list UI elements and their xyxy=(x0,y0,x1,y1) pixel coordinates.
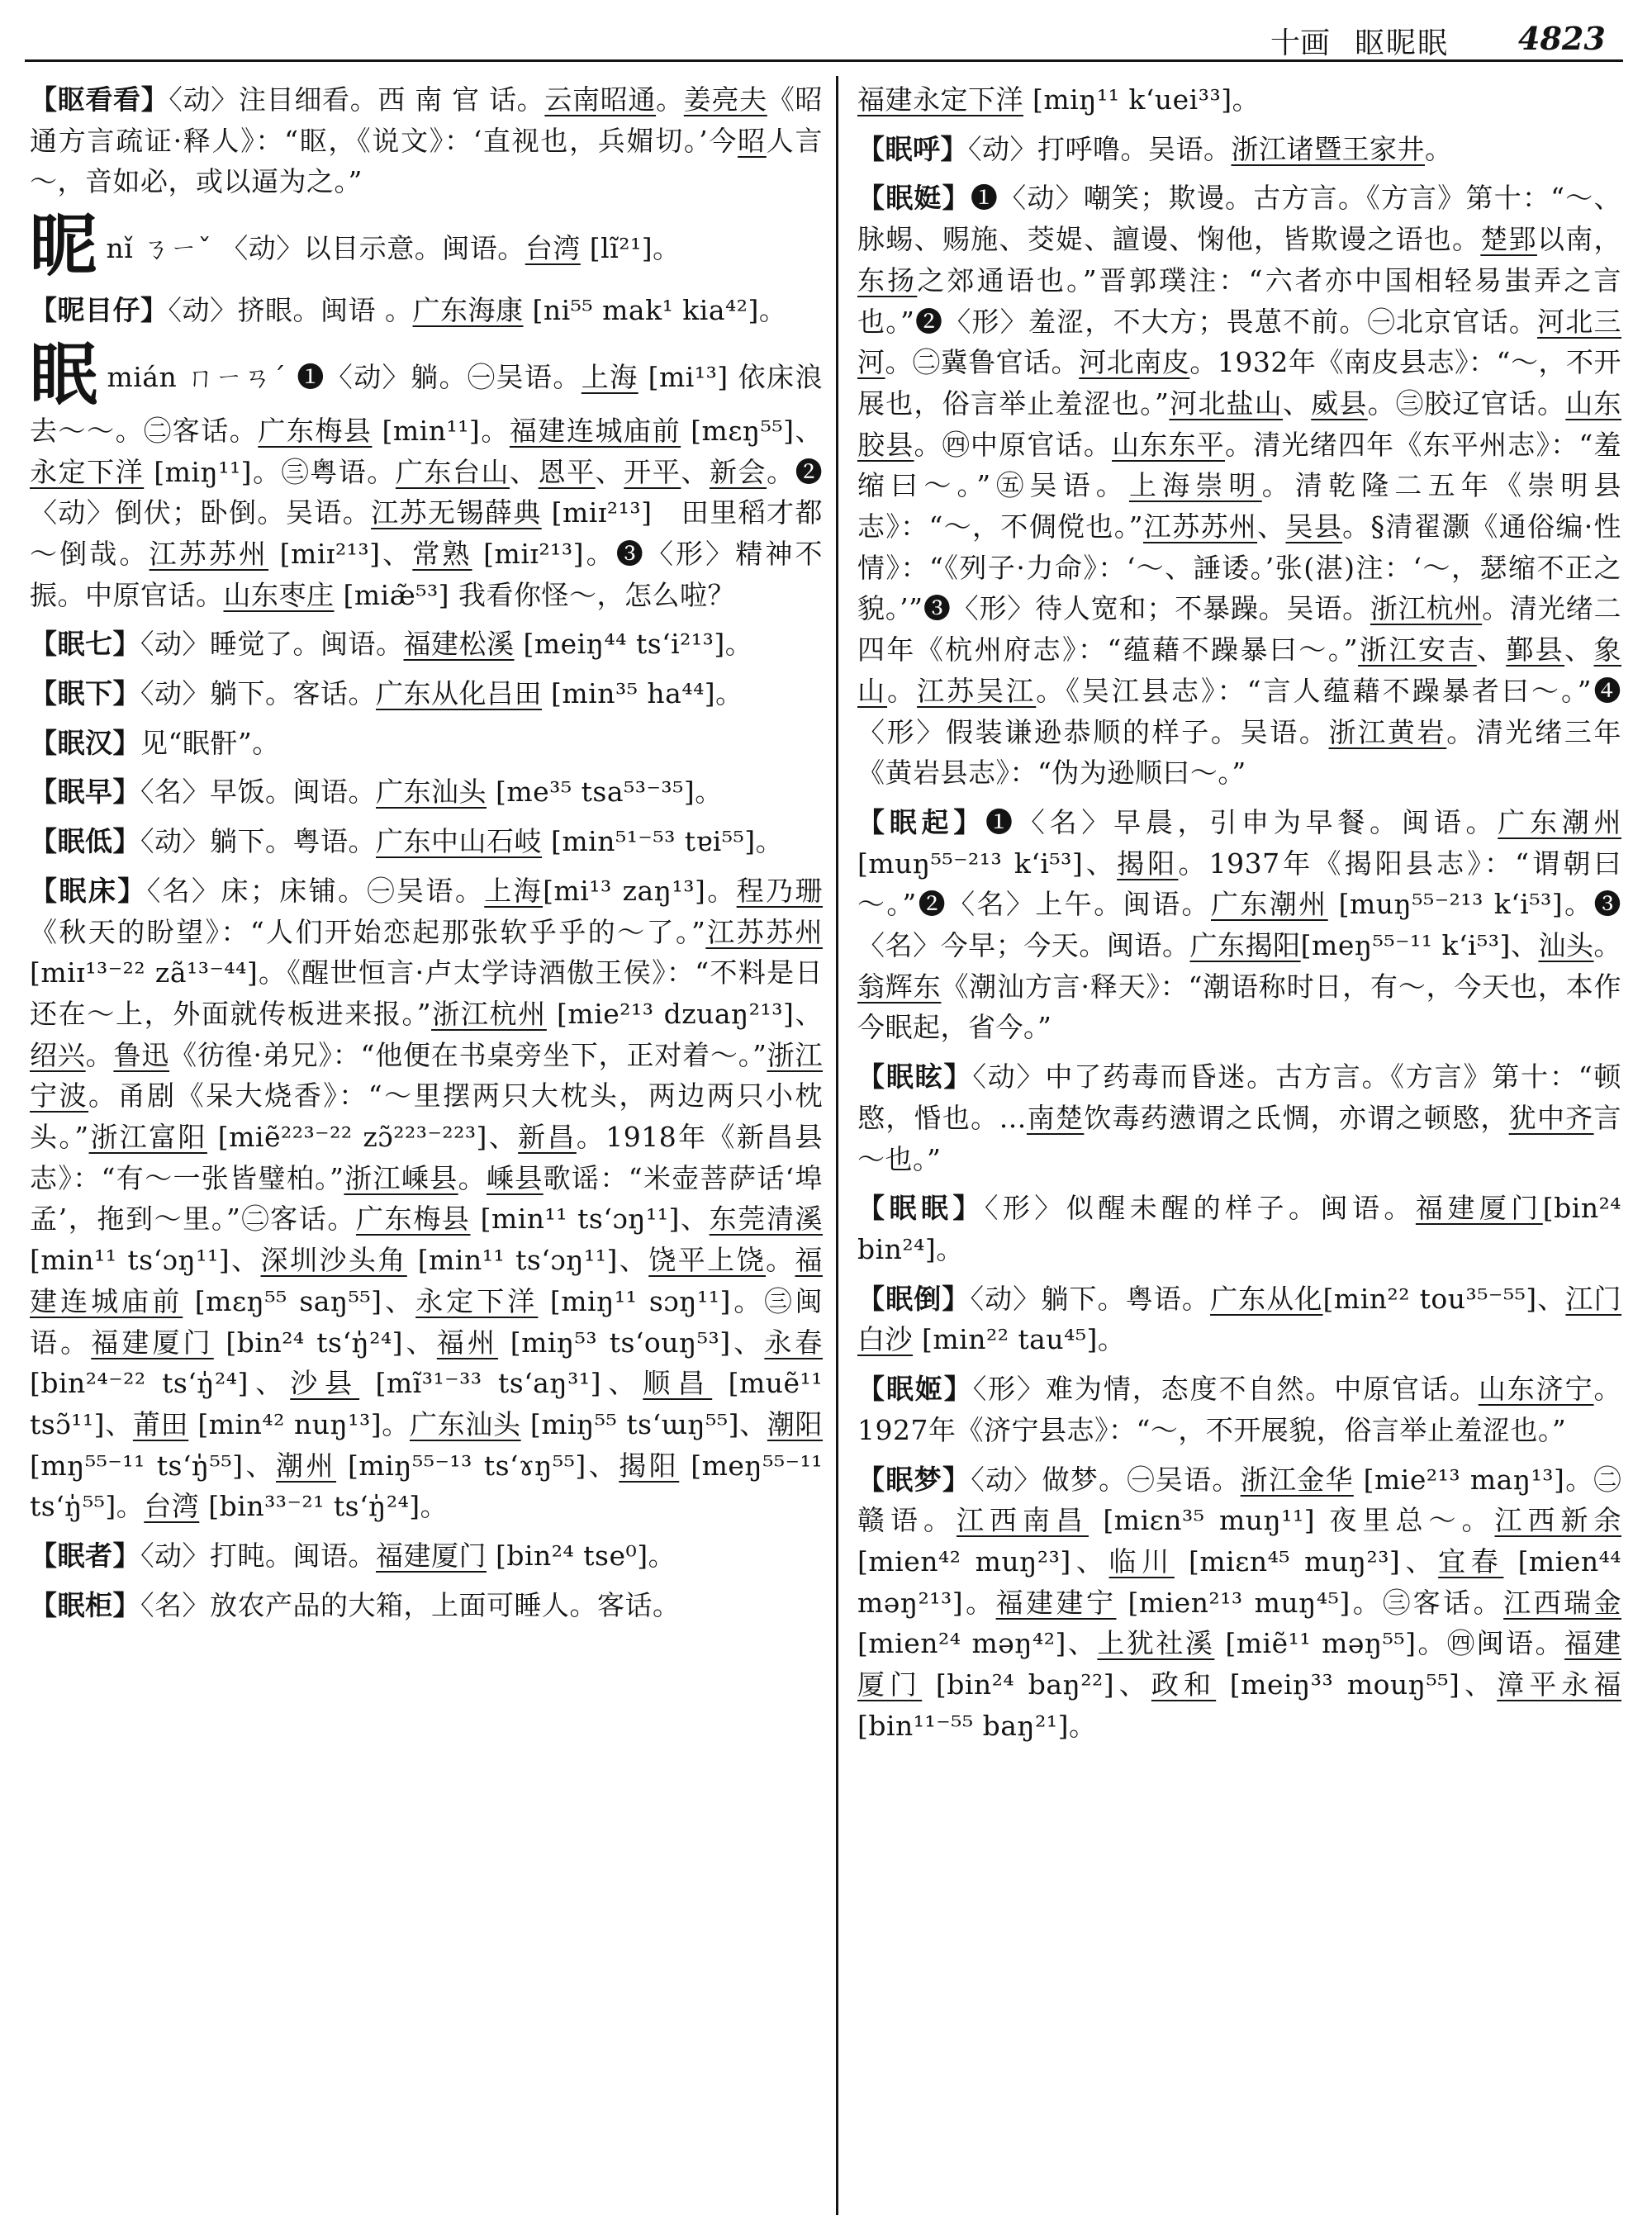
place-name: 饶平上饶 xyxy=(648,1244,767,1277)
place-name: 江门白沙 xyxy=(857,1282,1622,1356)
place-name: 浙江富阳 xyxy=(88,1121,207,1154)
entry-text: [miẽ¹¹ məŋ⁵⁵]。㊃闽语。 xyxy=(1214,1627,1565,1660)
entry-text: [mie²¹³ dzuaŋ²¹³]、 xyxy=(546,997,824,1030)
entry-text: [min¹¹ ts‘ɔŋ¹¹]、 xyxy=(406,1244,649,1277)
entry-text: 。㊃中原官话。 xyxy=(914,428,1113,461)
entry-text: 、 xyxy=(681,455,710,488)
place-name: 广东从化吕田 xyxy=(376,677,542,710)
place-name: 浙江宁波 xyxy=(30,1038,824,1113)
place-name: 永定下洋 xyxy=(30,455,145,488)
place-name: 东莞清溪 xyxy=(709,1203,824,1236)
dictionary-entry xyxy=(30,871,823,1527)
entry-headword: 【眠呼】 xyxy=(857,132,968,165)
entry-text: [meŋ⁵⁵⁻¹¹ ts‘ŋ̍⁵⁵]。 xyxy=(30,1449,824,1523)
entry-text: 言～也。” xyxy=(857,1101,1622,1175)
place-name: 政和 xyxy=(1151,1668,1217,1701)
place-name: 嵊县 xyxy=(487,1161,544,1194)
entry-text: 《昭通方言疏证·释人》：“眍，《说文》：‘直视也，兵媚切。’今 xyxy=(30,83,824,157)
entry-headword: 【眠姬】 xyxy=(857,1373,973,1406)
place-name: 山东枣庄 xyxy=(223,578,335,611)
place-name: 浙江诸暨王家井 xyxy=(1231,132,1425,165)
place-name: 上海 xyxy=(581,360,638,393)
place-name: 揭阳 xyxy=(1117,847,1179,880)
entry-text: [mien²¹³ muŋ⁴⁵]。㊂客话。 xyxy=(1116,1586,1504,1619)
place-name: 潮州 xyxy=(276,1449,337,1482)
place-name: 上犹社溪 xyxy=(1097,1627,1215,1660)
entry-headword: 【眠娗】 xyxy=(857,182,971,215)
place-name: 浙江杭州 xyxy=(431,997,547,1030)
place-name: 河北南皮 xyxy=(1079,346,1190,379)
place-name: 宜春 xyxy=(1438,1544,1504,1578)
entry-text: ❶〈名〉早晨，引申为早餐。闽语。 xyxy=(985,805,1498,838)
entry-text: [miæ̃⁵³] 我看你怪～，怎么啦？ xyxy=(334,578,736,611)
entry-text: [muŋ⁵⁵⁻²¹³ k‘i⁵³]。❸〈名〉今早；今天。闽语。 xyxy=(857,888,1622,962)
entry-text: 〈名〉放农产品的大箱，上面可睡人。客话。 xyxy=(140,1588,681,1621)
entry-text: 。§清翟灏《通俗编·性情》：“《列子·力命》：‘～、諈诿。’张(湛)注：‘～，瑟缩不正之貌。’”❸〈形〉待人宽和；不暴躁。吴语。 xyxy=(857,510,1622,625)
entry-headword: 【眠眠】 xyxy=(857,1192,985,1225)
dictionary-entry xyxy=(857,178,1621,794)
place-name: 广东汕头 xyxy=(409,1407,521,1440)
entry-text: [miŋ¹¹ sɔŋ¹¹]。㊂闽语。 xyxy=(30,1284,824,1359)
entry-text: 〈动〉注目细看。西 南 官 话。 xyxy=(169,83,545,116)
entry-text: [bin²⁴ tse⁰]。 xyxy=(487,1540,676,1573)
place-name: 浙江金华 xyxy=(1240,1463,1354,1496)
dictionary-entry xyxy=(30,771,823,813)
place-name: 翁辉东 xyxy=(857,970,942,1003)
place-name: 广东梅县 xyxy=(258,414,373,447)
place-name: 莆田 xyxy=(132,1407,189,1440)
place-name: 江苏苏州 xyxy=(705,915,823,948)
entry-text: 。1932年《南皮县志》：“～，不开展也，俗言举止羞涩也。” xyxy=(857,346,1622,420)
entry-text: 。 xyxy=(1425,132,1453,165)
entry-text: [bin²⁴ ts‘ŋ̍²⁴]、 xyxy=(213,1326,437,1359)
place-name: 广东从化 xyxy=(1210,1282,1323,1315)
place-name: 广东海康 xyxy=(412,294,524,327)
place-name: 象山 xyxy=(857,633,1622,707)
entry-headword: 【眠低】 xyxy=(30,825,140,858)
place-name: 深圳沙头角 xyxy=(260,1244,407,1277)
entry-text: 饮毒药懑谓之氐惆，亦谓之顿愍， xyxy=(1084,1101,1509,1134)
entry-text: [miŋ⁵⁵ ts‘ɯŋ⁵⁵]、 xyxy=(520,1407,767,1440)
place-name: 山东胶县 xyxy=(857,387,1622,461)
dictionary-entry xyxy=(857,1188,1621,1269)
place-name: 临川 xyxy=(1108,1544,1175,1578)
entry-text: [miɛn⁴⁵ muŋ²³]、 xyxy=(1174,1544,1439,1578)
entry-text: 、 xyxy=(510,455,539,488)
place-name: 福建厦门 xyxy=(1415,1192,1543,1225)
entry-text: [mi¹³] 依床浪去～～。㊁客话。 xyxy=(30,360,823,447)
entry-headword: 【眠起】 xyxy=(857,805,986,838)
place-name: 上海崇明 xyxy=(1129,469,1262,502)
entry-text: 之郊通语也。”晋郭璞注：“六者亦中国相轻易蚩弄之言也。”❷〈形〉羞涩，不大方；畏葸不前。㊀北京官话。 xyxy=(857,263,1621,338)
dictionary-entry xyxy=(30,673,823,714)
dictionary-entry xyxy=(857,802,1621,1048)
entry-text: 《潮汕方言·释天》：“潮语称时日，有～，今天也，本作今眠起，省今。” xyxy=(857,970,1621,1044)
entry-text: 。清乾隆二五年《崇明县志》：“～，不倜傥也。” xyxy=(857,469,1622,543)
place-name: 福建厦门 xyxy=(91,1326,214,1359)
entry-text: 。 xyxy=(1593,929,1622,962)
place-name: 威县 xyxy=(1311,387,1368,420)
place-name: 绍兴 xyxy=(30,1038,86,1071)
entry-text: [bin¹¹⁻⁵⁵ baŋ²¹]。 xyxy=(857,1709,1097,1742)
place-name: 浙江黄岩 xyxy=(1328,715,1447,748)
dictionary-entry xyxy=(30,1585,823,1626)
entry-text: [min²² tau⁴⁵]。 xyxy=(913,1323,1126,1356)
dictionary-entry xyxy=(30,624,823,665)
entry-text: [miɪ¹³⁻²² zã¹³⁻⁴⁴]。《醒世恒言·卢太学诗酒傲王侯》：“不料是日还在～上，外面就传板进来报。” xyxy=(30,956,823,1030)
place-name: 漳平永福 xyxy=(1497,1668,1622,1701)
place-name: 台湾 xyxy=(144,1490,200,1523)
entry-text: 〈动〉躺下。客话。 xyxy=(140,677,376,710)
place-name: 浙江安吉 xyxy=(1358,633,1477,667)
entry-text: 〈动〉打盹。闽语。 xyxy=(140,1540,376,1573)
entry-text: [miɪ²¹³] 田里稻才都～倒哉。 xyxy=(30,496,824,570)
entry-text: 。1918年《新昌县志》：“有～一张皆璧柏。” xyxy=(30,1121,824,1194)
entry-headword: 【眠眩】 xyxy=(857,1060,973,1094)
entry-text: [miẽ²²³⁻²² zɔ̃²²³⁻²²³]、 xyxy=(206,1121,519,1154)
place-name: 福建厦门 xyxy=(376,1540,487,1573)
entry-headword: 【眠早】 xyxy=(30,776,140,809)
place-name: 常熟 xyxy=(412,537,472,570)
place-name: 江西瑞金 xyxy=(1503,1586,1622,1619)
place-name: 姜亮夫 xyxy=(683,83,767,116)
entry-text: 。1927年《济宁县志》：“～，不开展貌，俗言举止羞涩也。” xyxy=(857,1373,1622,1446)
entry-text: 。 xyxy=(656,83,684,116)
entry-text: 。㊁冀鲁官话。 xyxy=(885,346,1080,379)
entry-headword: 【昵目仔】 xyxy=(30,294,169,327)
entry-text: 〈动〉打呼噜。吴语。 xyxy=(968,132,1232,165)
place-name: 新会 xyxy=(709,455,767,488)
entry-text: 《彷徨·弟兄》：“他便在书桌旁坐下，正对着～。” xyxy=(169,1038,767,1071)
place-name: 广东潮州 xyxy=(1210,888,1328,921)
place-name: 江苏苏州 xyxy=(1142,510,1258,543)
entry-headword: 【眠柜】 xyxy=(30,1588,140,1621)
place-name: 恩平 xyxy=(538,455,596,488)
place-name: 汕头 xyxy=(1538,929,1594,962)
entry-text: 〈动〉做梦。㊀吴语。 xyxy=(971,1463,1241,1496)
place-name: 昭 xyxy=(738,124,767,157)
header-rule xyxy=(25,59,1623,62)
place-name: 广东潮州 xyxy=(1498,805,1622,838)
place-name: 福建永定下洋 xyxy=(857,83,1023,116)
entry-text: 〈动〉睡觉了。闽语。 xyxy=(140,628,404,661)
entry-text: [min¹¹ ts‘ɔŋ¹¹]、 xyxy=(30,1244,261,1277)
entry-text: 〈动〉中了药毒而昏迷。古方言。《方言》第十：“顿愍，惛也。… xyxy=(857,1060,1622,1134)
place-name: 福建建宁 xyxy=(995,1586,1117,1619)
entry-text: [lĩ²¹]。 xyxy=(580,232,681,265)
entry-text: nǐ ㄋㄧˇ 〈动〉以目示意。闽语。 xyxy=(106,232,525,265)
entry-text: 。❷〈动〉倒伏；卧倒。吴语。 xyxy=(30,455,824,529)
place-name: 河北盐山 xyxy=(1169,387,1284,420)
entry-text: 、 xyxy=(1257,510,1286,543)
entry-text: [mie²¹³ maŋ¹³]。㊁赣语。 xyxy=(857,1463,1621,1537)
entry-text: 〈形〉难为情，态度不自然。中原官话。 xyxy=(972,1373,1479,1406)
entry-text: 〈动〉躺下。粤语。 xyxy=(140,825,376,858)
place-name: 永定下洋 xyxy=(415,1284,539,1317)
entry-headword: 【眠七】 xyxy=(30,628,140,661)
entry-text: 。甬剧《呆大烧香》：“～里摆两只大枕头，两边两只小枕头。” xyxy=(30,1079,823,1154)
entry-text: [min⁵¹⁻⁵³ tɐi⁵⁵]。 xyxy=(542,825,784,858)
entry-headword: 【眠者】 xyxy=(30,1540,140,1573)
entry-text: [miɛn³⁵ muŋ¹¹] 夜里总～。 xyxy=(1088,1504,1495,1537)
place-name: 开平 xyxy=(624,455,681,488)
place-name: 河北三河 xyxy=(857,305,1622,379)
dictionary-entry xyxy=(30,1535,823,1577)
entry-text: [bin³³⁻²¹ ts‘ŋ̍²⁴]。 xyxy=(199,1490,449,1523)
entry-text: 、 xyxy=(1564,633,1594,667)
section-label: 十画 xyxy=(1270,26,1331,60)
place-name: 鲁迅 xyxy=(113,1038,170,1071)
place-name: 福建连城庙前 xyxy=(509,414,681,447)
place-name: 永春 xyxy=(764,1326,824,1359)
column-divider xyxy=(836,76,838,2215)
place-name: 程乃珊 xyxy=(736,874,823,907)
place-name: 云南昭通 xyxy=(544,83,657,116)
entry-text: [mɛŋ⁵⁵ saŋ⁵⁵]、 xyxy=(183,1284,416,1317)
entry-text: 。 xyxy=(85,1038,114,1071)
entry-text: 。清光绪二四年《杭州府志》：“蕴藉不躁暴曰～。” xyxy=(857,592,1621,667)
dictionary-entry xyxy=(857,129,1621,170)
entry-text: [muẽ¹¹ tsɔ̃¹¹]、 xyxy=(30,1367,824,1440)
entry-text: 〈形〉似醒未醒的样子。闽语。 xyxy=(984,1192,1416,1225)
entry-text: [bin²⁴ baŋ²²]、 xyxy=(922,1668,1151,1701)
entry-text: ❶〈动〉嘲笑；欺谩。古方言。《方言》第十：“～、脉蜴、赐施、茭媞、譠谩、㥌他，皆欺谩之语也。 xyxy=(857,182,1622,256)
entry-text: [miɪ²¹³]。❸〈形〉精神不振。中原官话。 xyxy=(30,537,824,611)
entry-text: 。清光绪三年《黄岩县志》：“伪为逊顺曰～。” xyxy=(857,715,1622,790)
page-header xyxy=(0,20,1652,64)
entry-text: mián ㄇㄧㄢˊ ❶〈动〉躺。㊀吴语。 xyxy=(107,360,582,393)
entry-text: [min¹¹ ts‘ɔŋ¹¹]、 xyxy=(470,1203,710,1236)
place-name: 江苏吴江 xyxy=(917,674,1037,707)
entry-text: 。清光绪四年《东平州志》：“羞缩曰～。”㊄吴语。 xyxy=(857,428,1622,502)
entry-text: [mi¹³ zaŋ¹³]。 xyxy=(543,874,737,907)
place-name: 福建厦门 xyxy=(857,1627,1622,1701)
header-characters: 眍昵眠 xyxy=(1355,26,1450,60)
entry-text: 、 xyxy=(595,455,624,488)
dictionary-entry xyxy=(30,206,823,287)
entry-text: 《秋天的盼望》：“人们开始恋起那张软乎乎的～了。” xyxy=(30,915,706,948)
entry-text: [min¹¹]。 xyxy=(372,414,510,447)
head-character: 昵 xyxy=(30,206,98,287)
entry-text: [mɛŋ⁵⁵]、 xyxy=(681,414,824,447)
left-column xyxy=(30,79,823,1635)
dictionary-entry xyxy=(857,1369,1621,1450)
entry-text: 歌谣：“米壶菩萨话‘埠孟’，拖到～里。”㊁客话。 xyxy=(30,1161,824,1236)
place-name: 福建连城庙前 xyxy=(30,1244,824,1317)
entry-text: [bin²⁴ bin²⁴]。 xyxy=(857,1192,1622,1265)
entry-text: 。1937年《揭阳县志》：“谓朝曰～。”❷〈名〉上午。闽语。 xyxy=(857,847,1621,921)
entry-text: [miŋ⁵³ ts‘ouŋ⁵³]、 xyxy=(498,1326,765,1359)
entry-text: 人言～，音如必，或以逼为之。” xyxy=(30,124,824,198)
dictionary-entry xyxy=(30,821,823,862)
dictionary-entry xyxy=(30,723,823,764)
place-name: 广东台山 xyxy=(395,455,510,488)
place-name: 福州 xyxy=(436,1326,499,1359)
place-name: 东扬 xyxy=(857,263,918,297)
place-name: 浙江杭州 xyxy=(1370,592,1483,625)
entry-text: 〈动〉挤眼。闽语 。 xyxy=(168,294,413,327)
entry-text: 。 xyxy=(458,1161,487,1194)
entry-text: 见“眠骭”。 xyxy=(140,726,280,759)
entry-text: [mŋ⁵⁵⁻¹¹ ts‘ŋ̍⁵⁵]、 xyxy=(30,1449,277,1482)
entry-text: [mien²⁴ məŋ⁴²]、 xyxy=(857,1627,1098,1660)
place-name: 广东揭阳 xyxy=(1189,929,1301,962)
entry-text: [meŋ⁵⁵⁻¹¹ k‘i⁵³]、 xyxy=(1300,929,1539,962)
dictionary-entry xyxy=(857,79,1621,121)
entry-text: 、 xyxy=(1283,387,1312,420)
place-name: 鄞县 xyxy=(1506,633,1565,667)
entry-text: [miŋ¹¹ k‘uei³³]。 xyxy=(1023,83,1260,116)
place-name: 新昌 xyxy=(518,1121,577,1154)
entry-headword: 【眠床】 xyxy=(30,874,147,907)
place-name: 南楚 xyxy=(1026,1101,1085,1134)
place-name: 江西南昌 xyxy=(956,1504,1089,1537)
place-name: 山东东平 xyxy=(1112,428,1225,461)
entry-headword: 【眍看看】 xyxy=(30,83,169,116)
place-name: 江西新余 xyxy=(1494,1504,1622,1537)
entry-text: 。 xyxy=(766,1244,795,1277)
entry-headword: 【眠汉】 xyxy=(30,726,140,759)
entry-text: 〈动〉躺下。粤语。 xyxy=(970,1282,1211,1315)
entry-text: [miŋ⁵⁵⁻¹³ ts‘ɤŋ⁵⁵]、 xyxy=(336,1449,620,1482)
entry-text: [mien⁴⁴ məŋ²¹³]。 xyxy=(857,1544,1622,1619)
entry-text: 。 xyxy=(887,674,918,707)
entry-text: 。《吴江县志》：“言人蕴藉不躁暴者曰～。”❹〈形〉假装谦逊恭顺的样子。吴语。 xyxy=(857,674,1621,748)
dictionary-entry xyxy=(857,1056,1621,1179)
place-name: 福建松溪 xyxy=(403,628,515,661)
right-column xyxy=(857,79,1621,1754)
entry-text: [muŋ⁵⁵⁻²¹³ k‘i⁵³]、 xyxy=(857,847,1118,880)
place-name: 揭阳 xyxy=(619,1449,680,1482)
entry-headword: 【眠下】 xyxy=(30,677,140,710)
entry-text: [miɪ²¹³]、 xyxy=(268,537,413,570)
place-name: 江苏无锡薛典 xyxy=(371,496,542,529)
place-name: 楚郢 xyxy=(1480,223,1537,256)
entry-text: 以南， xyxy=(1536,223,1622,256)
head-character: 眠 xyxy=(30,334,99,415)
place-name: 顺昌 xyxy=(643,1367,713,1400)
place-name: 犹中齐 xyxy=(1508,1101,1594,1134)
entry-text: [min⁴² nuŋ¹³]。 xyxy=(188,1407,410,1440)
entry-text: [min²² tou³⁵⁻⁵⁵]、 xyxy=(1322,1282,1566,1315)
place-name: 广东梅县 xyxy=(355,1203,471,1236)
place-name: 山东济宁 xyxy=(1478,1373,1594,1406)
dictionary-entry xyxy=(857,1459,1621,1747)
place-name: 吴县 xyxy=(1285,510,1343,543)
place-name: 广东汕头 xyxy=(376,776,487,809)
dictionary-entry xyxy=(857,1279,1621,1360)
place-name: 潮阳 xyxy=(767,1407,824,1440)
page-number: 4823 xyxy=(1518,20,1606,57)
place-name: 江苏苏州 xyxy=(149,537,269,570)
place-name: 浙江嵊县 xyxy=(344,1161,458,1194)
dictionary-entry xyxy=(30,334,824,616)
entry-text: [meiŋ⁴⁴ ts‘i²¹³]。 xyxy=(514,628,753,661)
place-name: 上海 xyxy=(484,874,544,907)
entry-text: [ni⁵⁵ mak¹ kia⁴²]。 xyxy=(523,294,787,327)
entry-text: [meiŋ³³ mouŋ⁵⁵]、 xyxy=(1216,1668,1498,1701)
entry-text: 。㊂胶辽官话。 xyxy=(1367,387,1566,420)
entry-text: [me³⁵ tsa⁵³⁻³⁵]。 xyxy=(487,776,723,809)
entry-text: [miŋ¹¹]。㊂粤语。 xyxy=(144,455,396,488)
entry-text: [mien⁴² muŋ²³]、 xyxy=(857,1544,1109,1578)
place-name: 广东中山石岐 xyxy=(376,825,542,858)
dictionary-entry xyxy=(30,79,823,202)
entry-text: [bin²⁴⁻²² ts‘ŋ̍²⁴]、 xyxy=(30,1367,291,1400)
entry-headword: 【眠梦】 xyxy=(857,1463,971,1496)
place-name: 沙县 xyxy=(290,1367,360,1400)
entry-text: 、 xyxy=(1476,633,1507,667)
dictionary-entry xyxy=(30,290,823,331)
entry-text: [min³⁵ ha⁴⁴]。 xyxy=(542,677,743,710)
entry-text: [mĩ³¹⁻³³ ts‘aŋ³¹]、 xyxy=(359,1367,643,1400)
entry-text: 〈名〉床；床铺。㊀吴语。 xyxy=(146,874,485,907)
entry-text: 〈名〉早饭。闽语。 xyxy=(140,776,376,809)
entry-headword: 【眠倒】 xyxy=(857,1282,971,1315)
place-name: 台湾 xyxy=(525,232,581,265)
